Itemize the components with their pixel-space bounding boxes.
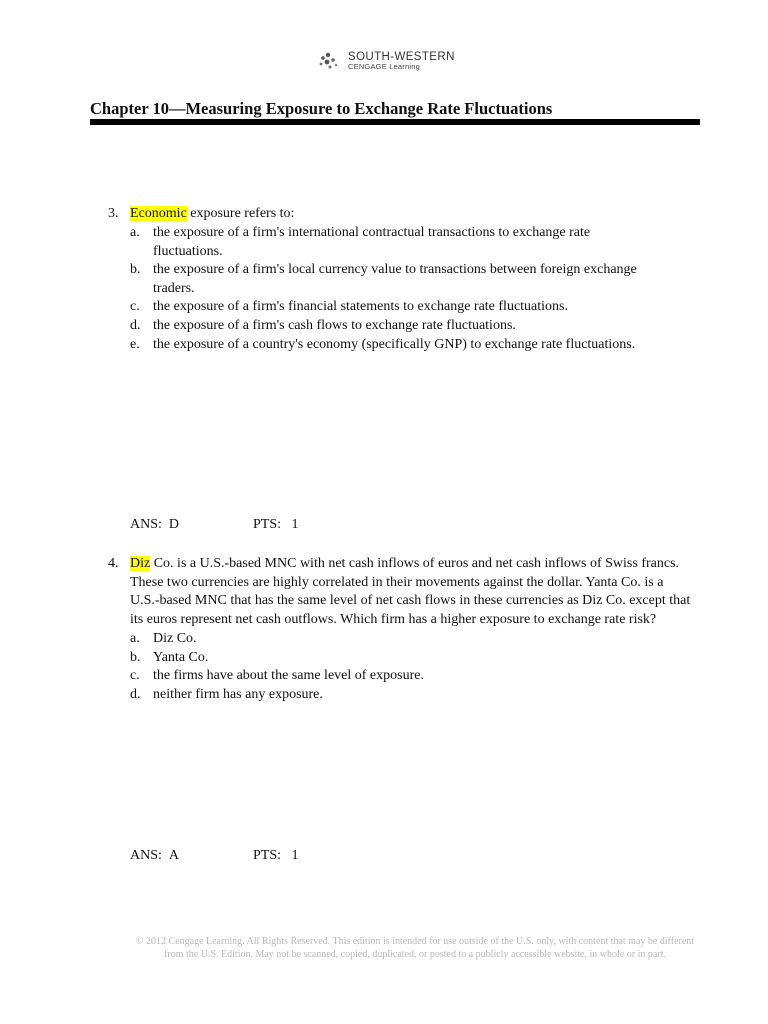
points-group: [253, 848, 299, 864]
choice-label: a.: [130, 631, 140, 646]
points-value: 1: [291, 517, 299, 532]
choice-item: [0, 298, 768, 317]
choice-label: d.: [130, 686, 141, 702]
choice-item: [0, 261, 768, 298]
choice-text: the exposure of a firm's international contractual transactions to exchange rate fluctuations.: [153, 225, 591, 259]
question-number: 4.: [108, 556, 119, 571]
choice-item: [0, 630, 768, 649]
answer-line: [130, 848, 299, 864]
publisher-logo: [318, 50, 478, 72]
answer-line: [130, 517, 299, 533]
copyright-line-2: from the U.S. Edition. May not be scanned, copied, duplicated, or posted to a publicly accessible website, in whole or in part.: [164, 949, 666, 960]
choice-item: [0, 336, 768, 355]
highlighted-term: Economic: [130, 206, 187, 221]
choice-item: [0, 224, 768, 261]
cengage-logo-icon: [318, 52, 342, 70]
choice-label: c.: [130, 299, 140, 315]
choice-label: c.: [130, 668, 140, 684]
chapter-title: Chapter 10—Measuring Exposure to Exchange Rate Fluctuations: [90, 99, 553, 118]
choice-label: a.: [130, 225, 140, 240]
highlighted-term: Diz: [130, 556, 151, 571]
answer-label: ANS:: [130, 848, 162, 863]
choice-text: Yanta Co.: [153, 649, 209, 665]
choice-text: the exposure of a firm's financial statements to exchange rate fluctuations.: [153, 299, 568, 315]
points-group: [253, 517, 299, 533]
question-number: 3.: [108, 206, 119, 221]
brand-subtitle: CENGAGE Learning: [348, 62, 420, 71]
question-stem: [130, 555, 695, 629]
choice-text: neither firm has any exposure.: [153, 686, 323, 702]
choice-label: d.: [130, 317, 141, 333]
choice-item: [0, 667, 768, 686]
choice-label: b.: [130, 649, 141, 665]
choice-label: e.: [130, 336, 140, 352]
choice-text: the exposure of a firm's local currency value to transactions between foreign exchange traders.: [153, 262, 637, 296]
question-stem: [130, 205, 695, 224]
choice-list: [0, 630, 768, 704]
stem-text: Co. is a U.S.-based MNC with net cash inflows of euros and net cash inflows of Swiss francs. These two currencies are highly correlated in their movements against the dollar. Yanta Co. is a U.S.-based MNC that has the same level of net cash flows in these currencies as Diz Co. except that its euros represent net cash outflows. Which firm has a higher exposure to exchange rate risk?: [130, 556, 691, 627]
choice-text: the exposure of a firm's cash flows to exchange rate fluctuations.: [153, 317, 516, 333]
choice-list: [0, 224, 768, 354]
brand-name: SOUTH-WESTERN: [348, 51, 455, 63]
copyright-footer: [120, 935, 710, 961]
choice-label: b.: [130, 262, 141, 278]
choice-item: [0, 649, 768, 668]
answer-value: D: [168, 517, 180, 532]
answer-value: A: [168, 848, 180, 863]
points-label: PTS:: [253, 848, 282, 863]
copyright-line-1: © 2012 Cengage Learning. All Rights Reserved. This edition is intended for use outside of the U.S. only, with content that may be different: [135, 936, 695, 947]
answer-label: ANS:: [130, 517, 162, 532]
choice-text: the exposure of a country's economy (specifically GNP) to exchange rate fluctuations.: [153, 336, 636, 352]
choice-item: [0, 317, 768, 336]
points-value: 1: [291, 848, 299, 863]
title-rule: [90, 119, 700, 125]
choice-text: the firms have about the same level of exposure.: [153, 668, 424, 684]
stem-text: exposure refers to:: [186, 206, 295, 221]
choice-text: Diz Co.: [153, 631, 197, 646]
points-label: PTS:: [253, 517, 282, 532]
choice-item: [0, 686, 768, 705]
